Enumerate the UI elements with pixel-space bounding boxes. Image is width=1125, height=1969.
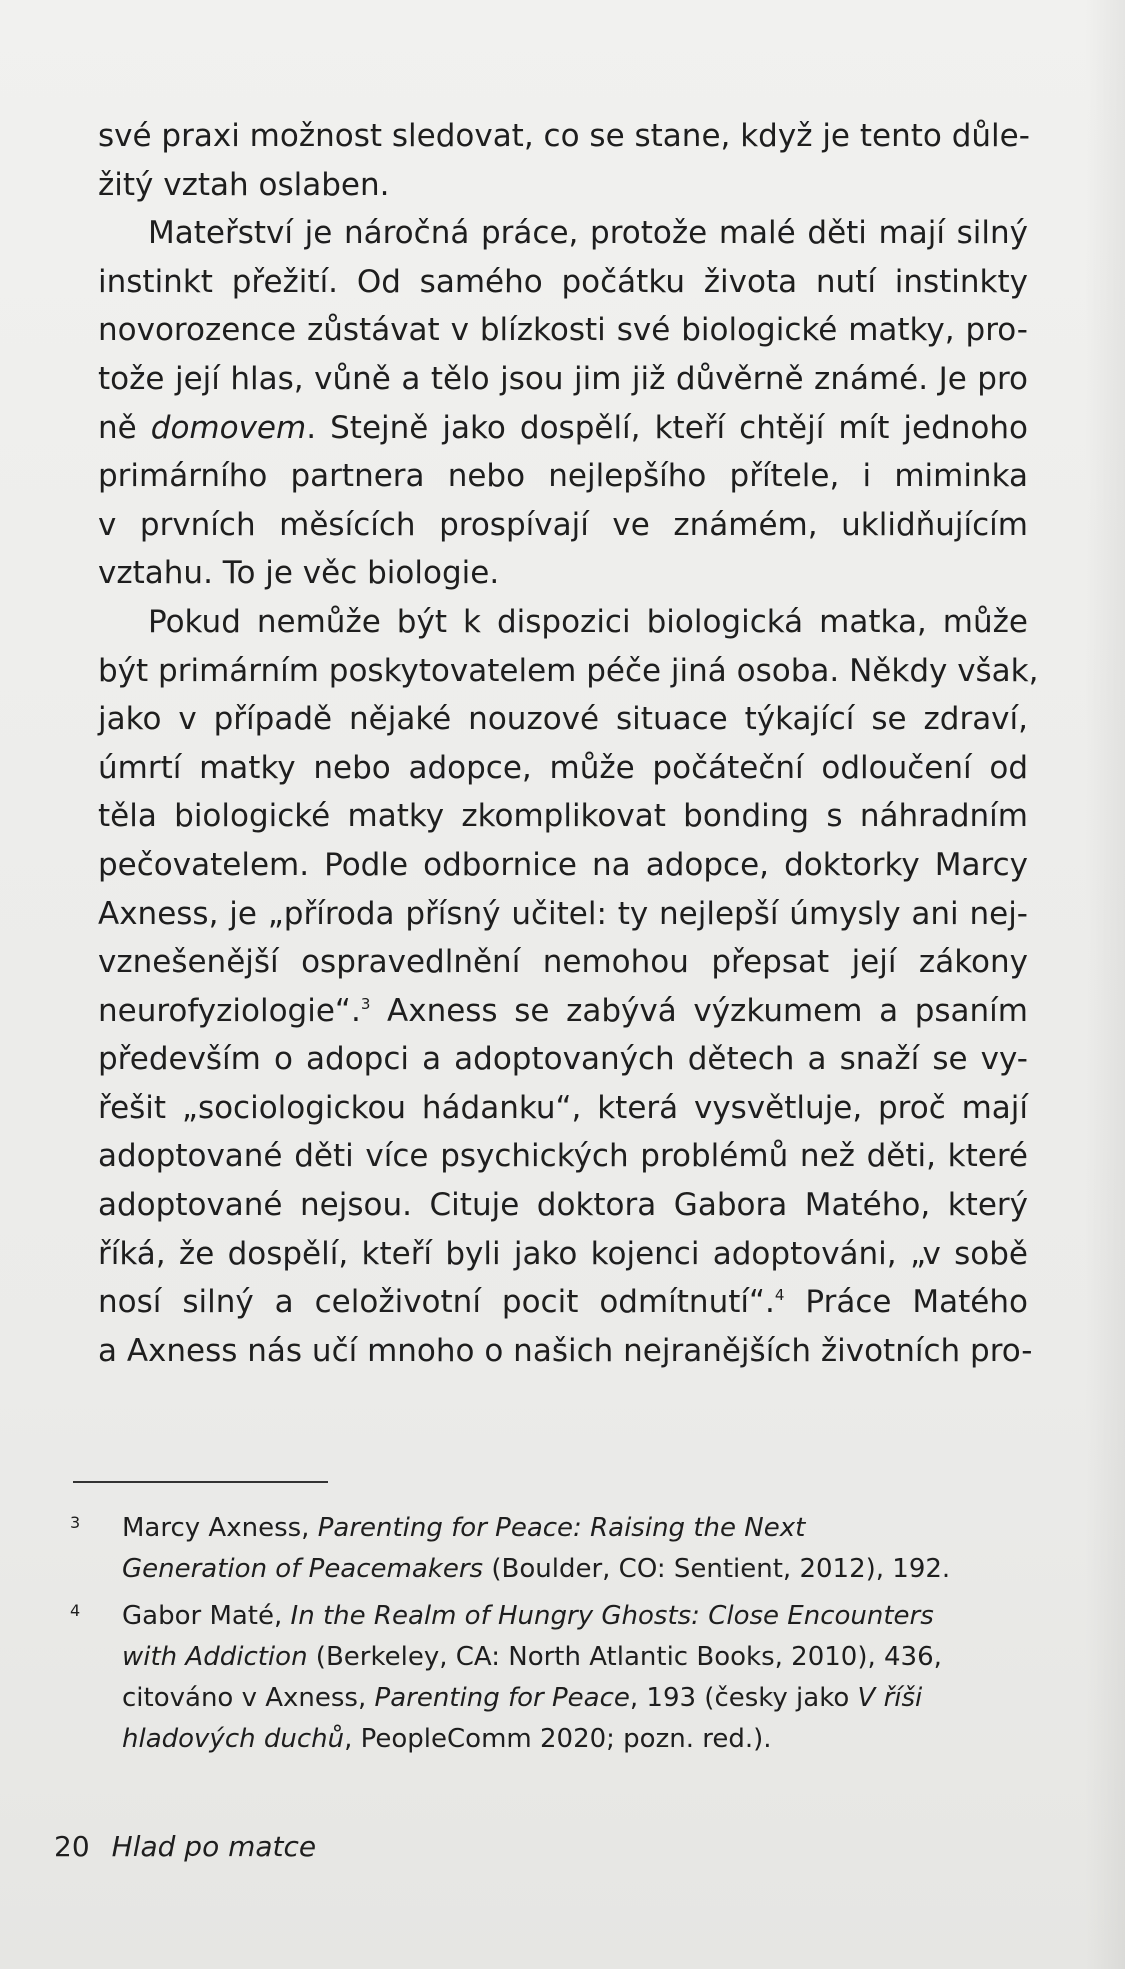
text-line: Pokud nemůže být k dispozici biologická matka, může: [148, 603, 1028, 640]
footnote-line: [122, 1678, 1000, 1719]
text-line: [98, 404, 1028, 453]
footnote-line: [122, 1596, 1000, 1637]
text-line: říká, že dospělí, kteří byli jako kojenci adoptováni, „v sobě: [98, 1235, 1028, 1272]
footnote: [70, 1508, 1000, 1590]
footnote-divider: [73, 1481, 328, 1483]
text-fragment: nosí silný a celoživotní pocit odmítnutí“.: [98, 1284, 775, 1321]
book-title-italic: Parenting for Peace: [374, 1683, 630, 1713]
book-title-italic: with Addiction: [122, 1642, 308, 1672]
text-fragment: Marcy Axness,: [122, 1513, 318, 1543]
text-line: a Axness nás učí mnoho o našich nejranějších životních pro-: [98, 1332, 1033, 1369]
running-title: Hlad po matce: [111, 1830, 317, 1863]
text-line: Axness, je „příroda přísný učitel: ty nejlepší úmysly ani nej-: [98, 895, 1028, 932]
text-line: úmrtí matky nebo adopce, může počáteční odloučení od: [98, 749, 1028, 786]
book-title-italic: V říši: [857, 1683, 923, 1713]
text-fragment: neurofyziologie“.: [98, 992, 361, 1029]
footnote-number: 3: [70, 1513, 81, 1532]
text-fragment: (Berkeley, CA: North Atlantic Books, 2010), 436,: [307, 1642, 942, 1672]
book-title-italic: In the Realm of Hungry Ghosts: Close Encounters: [290, 1601, 934, 1631]
text-fragment: ně: [98, 409, 151, 446]
text-line: adoptované děti více psychických problémů než děti, které: [98, 1138, 1028, 1175]
text-line: těla biologické matky zkomplikovat bonding s náhradním: [98, 798, 1028, 835]
text-fragment: . Stejně jako dospělí, kteří chtějí mít jednoho: [306, 409, 1028, 446]
text-fragment: , PeopleComm 2020; pozn. red.).: [344, 1724, 772, 1754]
text-line: jako v případě nějaké nouzové situace týkající se zdraví,: [98, 701, 1028, 738]
footnote-line: [122, 1719, 1000, 1760]
text-line: pečovatelem. Podle odbornice na adopce, doktorky Marcy: [98, 846, 1028, 883]
text-fragment: Axness se zabývá výzkumem a psaním: [370, 992, 1028, 1029]
text-fragment: (Boulder, CO: Sentient, 2012), 192.: [483, 1554, 951, 1584]
book-title-italic: Generation of Peacemakers: [122, 1554, 484, 1584]
text-line: vztahu. To je věc biologie.: [98, 555, 500, 592]
text-line: Mateřství je náročná práce, protože malé děti mají silný: [148, 215, 1028, 252]
emphasis-text: domovem: [150, 409, 307, 446]
text-line: v prvních měsících prospívají ve známém, uklidňujícím: [98, 506, 1028, 543]
footnote-line: [122, 1637, 1000, 1678]
text-line: řešit „sociologickou hádanku“, která vysvětluje, proč mají: [98, 1089, 1028, 1126]
footnote-number: 4: [70, 1601, 81, 1620]
text-line: žitý vztah oslaben.: [98, 166, 390, 203]
text-line: především o adopci a adoptovaných dětech a snaží se vy-: [98, 1041, 1028, 1078]
footnote-ref: 4: [774, 1286, 785, 1305]
body-text: [98, 112, 1039, 1375]
text-line: [98, 987, 1028, 1036]
footnotes: [70, 1508, 1000, 1766]
text-line: vznešenější ospravedlnění nemohou přepsat její zákony: [98, 944, 1028, 981]
text-line: novorozence zůstávat v blízkosti své biologické matky, pro-: [98, 312, 1028, 349]
footnote-line: [122, 1549, 1000, 1590]
page-footer: [54, 1830, 316, 1863]
footnote: [70, 1596, 1000, 1760]
text-line: své praxi možnost sledovat, co se stane, když je tento důle-: [98, 118, 1030, 154]
book-title-italic: hladových duchů: [122, 1724, 345, 1754]
text-fragment: , 193 (česky jako: [629, 1683, 858, 1713]
text-line: instinkt přežití. Od samého počátku života nutí instinkty: [98, 263, 1028, 300]
text-line: primárního partnera nebo nejlepšího přítele, i miminka: [98, 458, 1028, 495]
book-title-italic: Parenting for Peace: Raising the Next: [317, 1513, 806, 1543]
footnote-ref: 3: [360, 994, 371, 1013]
text-fragment: Práce Matého: [784, 1284, 1028, 1321]
text-line: [98, 1278, 1028, 1327]
page-number: 20: [54, 1830, 90, 1863]
text-line: adoptované nejsou. Cituje doktora Gabora Matého, který: [98, 1187, 1028, 1224]
text-fragment: Gabor Maté,: [122, 1601, 291, 1631]
text-line: tože její hlas, vůně a tělo jsou jim již důvěrně známé. Je pro: [98, 360, 1028, 397]
text-line: být primárním poskytovatelem péče jiná osoba. Někdy však,: [98, 652, 1039, 689]
text-fragment: citováno v Axness,: [122, 1683, 375, 1713]
footnote-line: [122, 1508, 1000, 1549]
